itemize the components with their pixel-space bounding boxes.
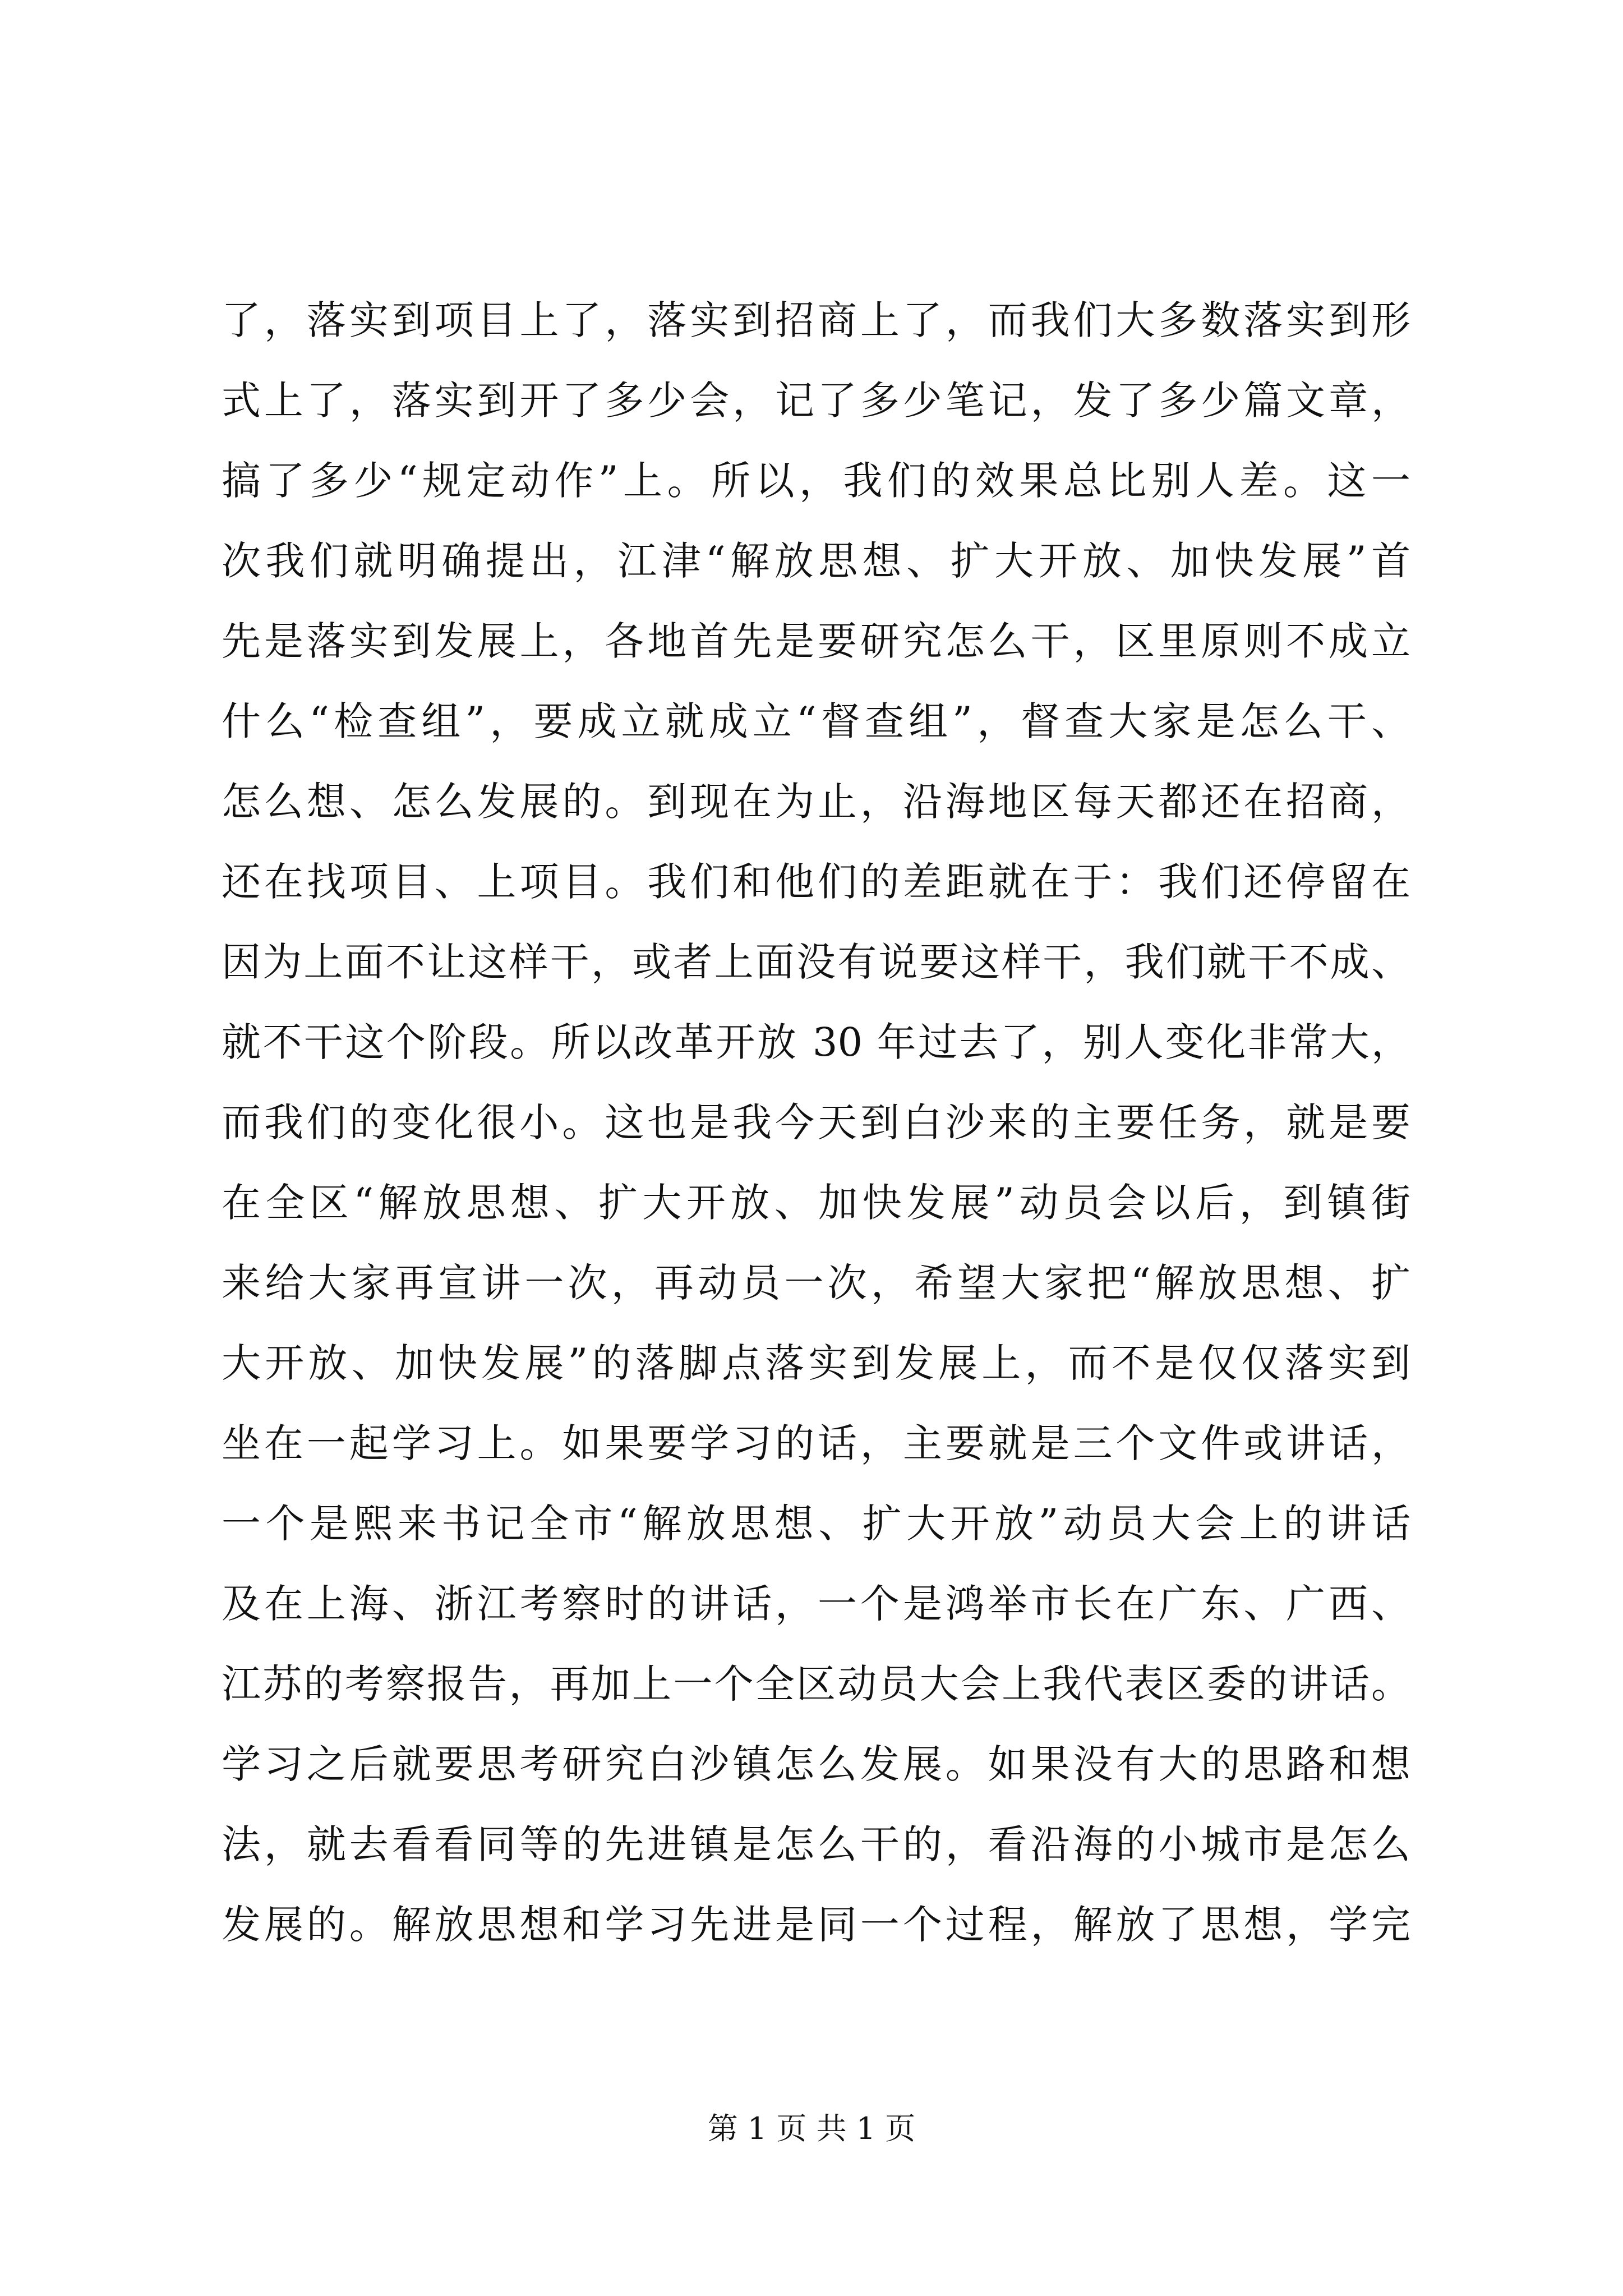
text-line: 学习之后就要思考研究白沙镇怎么发展。如果没有大的思路和想 (222, 1741, 1410, 1787)
text-line: 先是落实到发展上，各地首先是要研究怎么干，区里原则不成立 (222, 618, 1410, 664)
page-number-label: 第 1 页 共 1 页 (707, 2111, 916, 2146)
page-footer (0, 2106, 1623, 2151)
text-line: 了，落实到项目上了，落实到招商上了，而我们大多数落实到形 (222, 297, 1410, 343)
text-line: 就不干这个阶段。所以改革开放 30 年过去了，别人变化非常大， (222, 1019, 1410, 1065)
text-line: 法，就去看看同等的先进镇是怎么干的，看沿海的小城市是怎么 (222, 1821, 1410, 1867)
text-line: 而我们的变化很小。这也是我今天到白沙来的主要任务，就是要 (222, 1099, 1410, 1145)
text-line: 次我们就明确提出，江津“解放思想、扩大开放、加快发展”首 (222, 538, 1410, 584)
text-line: 及在上海、浙江考察时的讲话，一个是鸿举市长在广东、广西、 (222, 1581, 1410, 1627)
text-line: 因为上面不让这样干，或者上面没有说要这样干，我们就干不成、 (222, 939, 1410, 985)
text-line: 在全区“解放思想、扩大开放、加快发展”动员会以后，到镇街 (222, 1180, 1410, 1226)
text-line: 怎么想、怎么发展的。到现在为止，沿海地区每天都还在招商， (222, 779, 1410, 825)
text-line: 一个是熙来书记全市“解放思想、扩大开放”动员大会上的讲话 (222, 1501, 1410, 1547)
text-line: 式上了，落实到开了多少会，记了多少笔记，发了多少篇文章， (222, 378, 1410, 424)
text-line: 坐在一起学习上。如果要学习的话，主要就是三个文件或讲话， (222, 1420, 1410, 1466)
text-line: 什么“检查组”，要成立就成立“督查组”，督查大家是怎么干、 (222, 698, 1410, 744)
body-text (222, 280, 1410, 1965)
text-line: 江苏的考察报告，再加上一个全区动员大会上我代表区委的讲话。 (222, 1661, 1410, 1707)
text-line: 发展的。解放思想和学习先进是同一个过程，解放了思想，学完 (222, 1902, 1410, 1948)
text-line: 搞了多少“规定动作”上。所以，我们的效果总比别人差。这一 (222, 458, 1410, 504)
text-line: 还在找项目、上项目。我们和他们的差距就在于：我们还停留在 (222, 859, 1410, 905)
text-line: 来给大家再宣讲一次，再动员一次，希望大家把“解放思想、扩 (222, 1260, 1410, 1306)
text-line: 大开放、加快发展”的落脚点落实到发展上，而不是仅仅落实到 (222, 1340, 1410, 1386)
